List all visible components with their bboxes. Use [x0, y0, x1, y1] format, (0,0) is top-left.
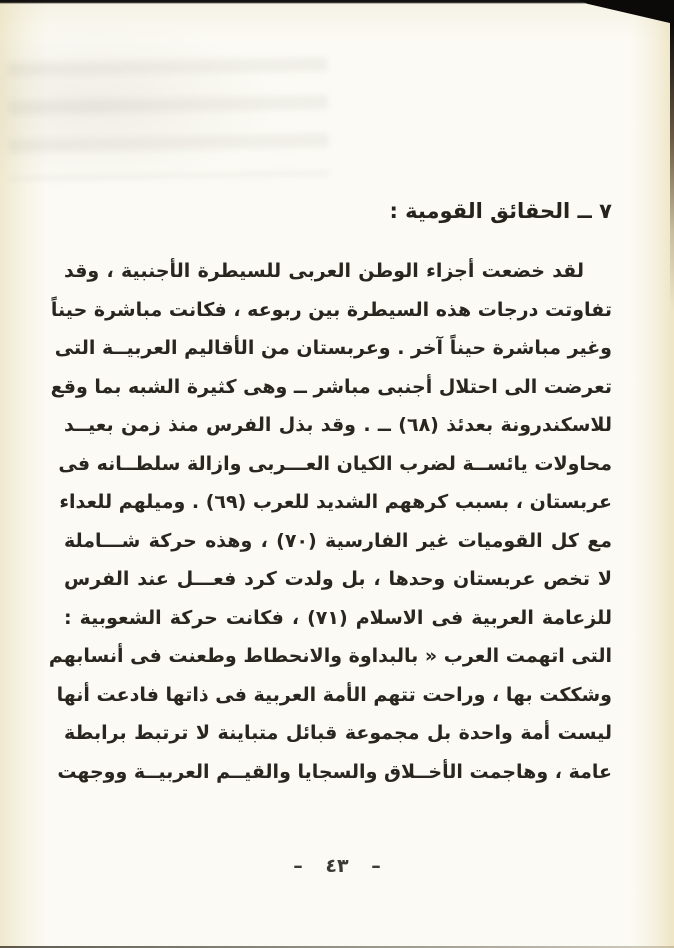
text-line: التى اتهمت العرب « بالبداوة والانحطاط وطعنت فى أنسابهم: [48, 645, 612, 667]
text-line: وشككت بها ، وراحت تتهم الأمة العربية فى ذاتها فادعت أنها: [56, 683, 612, 706]
text-line: تعرضت الى احتلال أجنبى مباشر ــ وهى كثيرة الشبه بما وقع: [50, 375, 612, 398]
scan-edge-right: [670, 0, 674, 310]
scan-bleedthrough-artifact: [7, 45, 329, 181]
text-line: للزعامة العربية فى الاسلام (٧١) ، فكانت حركة الشعوبية :: [64, 606, 612, 629]
page-number: – ٤٣ –: [293, 855, 381, 877]
text-line: للاسكندرونة بعدئذ (٦٨) ــ . وقد بذل الفرس منذ زمن بعيــد: [64, 414, 612, 436]
text-line: ليست أمة واحدة بل مجموعة قبائل متباينة لا ترتبط برابطة: [64, 722, 612, 744]
text-line: مع كل القوميات غير الفارسية (٧٠) ، وهذه حركة شـــاملة: [64, 529, 612, 552]
scan-edge-top: [0, 0, 674, 4]
text-line: لقد خضعت أجزاء الوطن العربى للسيطرة الأجنبية ، وقد: [64, 260, 584, 282]
text-line: محاولات يائســة لضرب الكيان العـــربى وازالة سلطــانه فى: [58, 452, 612, 475]
text-line: وغير مباشرة حيناً آخر . وعربستان من الأقاليم العربيــة التى: [54, 337, 612, 359]
text-line: عربستان ، بسبب كرههم الشديد للعرب (٦٩) . وميلهم للعداء: [59, 491, 612, 513]
text-line: تفاوتت درجات هذه السيطرة بين ربوعه ، فكانت مباشرة حيناً: [50, 298, 612, 321]
body-paragraph: [48, 252, 612, 791]
text-line: لا تخص عربستان وحدها ، بل ولدت كرد فعـــل عند الفرس: [64, 568, 612, 590]
section-heading: ٧ ــ الحقائق القومية :: [389, 199, 612, 223]
text-line: عامة ، وهاجمت الأخــلاق والسجايا والقيــم العربيــة ووجهت: [57, 760, 612, 783]
scan-corner-shadow: [578, 0, 674, 24]
